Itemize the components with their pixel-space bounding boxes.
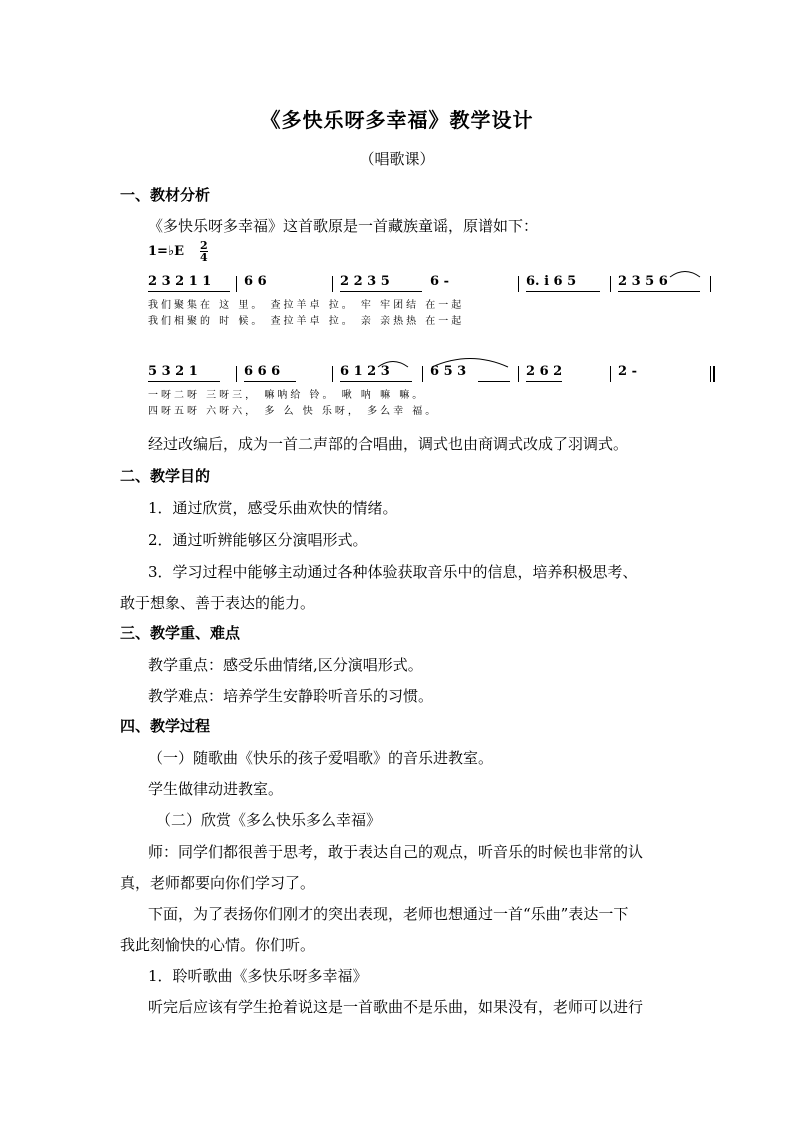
score-measure: 5 3 2 1: [148, 364, 198, 379]
beam: [478, 381, 510, 382]
paragraph: 《多快乐呀多幸福》这首歌原是一首藏族童谣，原谱如下：: [148, 217, 539, 235]
list-item: 3．学习过程中能够主动通过各种体验获取音乐中的信息，培养积极思考、: [148, 563, 638, 581]
beam: [340, 381, 412, 382]
document-title: 《多快乐呀多幸福》教学设计: [260, 108, 534, 132]
meter-bottom: 4: [200, 251, 208, 264]
barline: [332, 276, 333, 292]
beam: [148, 381, 220, 382]
section-heading-4: 四、教学过程: [120, 717, 211, 735]
score-measure: 6 6 6: [244, 364, 281, 379]
slur: [668, 268, 702, 278]
barline: [518, 276, 519, 292]
paragraph: 教学难点：培养学生安静聆听音乐的习惯。: [148, 687, 434, 705]
barline: [236, 276, 237, 292]
score-measure: 6 6: [244, 274, 267, 289]
beam: [148, 291, 230, 292]
meter-top: 2: [200, 239, 208, 252]
barline: [518, 366, 519, 382]
beam: [618, 291, 700, 292]
final-barline: [713, 366, 715, 382]
score-key: 1=♭E: [148, 244, 184, 259]
score-measure: 2 -: [618, 364, 637, 379]
score-lyric: 我们相聚的 时 候。 查拉羊卓 拉。 亲 亲热热 在一起: [148, 316, 465, 327]
score-measure: 2 3 5 6: [618, 274, 668, 289]
score-measure: 2 3 2 1 1: [148, 274, 212, 289]
score-line-1: [148, 274, 718, 334]
subsection-heading: （一）随歌曲《快乐的孩子爱唱歌》的音乐进教室。: [148, 749, 494, 767]
score-measure: 2 2 3 5: [340, 274, 390, 289]
slur: [430, 354, 510, 368]
score-measure: 6 -: [430, 274, 449, 289]
beam: [526, 381, 562, 382]
barline: [710, 276, 711, 292]
paragraph: 经过改编后，成为一首二声部的合唱曲，调式也由商调式改成了羽调式。: [148, 435, 629, 453]
beam: [340, 291, 422, 292]
beam: [526, 291, 600, 292]
paragraph: 师：同学们都很善于思考，敢于表达自己的观点，听音乐的时候也非常的认: [148, 843, 644, 861]
barline: [710, 366, 711, 382]
subsection-heading: （二）欣赏《多么快乐多么幸福》: [156, 811, 382, 829]
list-item: 1．通过欣赏，感受乐曲欢快的情绪。: [148, 499, 398, 517]
barline: [236, 366, 237, 382]
paragraph: 听完后应该有学生抢着说这是一首歌曲不是乐曲，如果没有，老师可以进行: [148, 998, 644, 1016]
paragraph: 教学重点：感受乐曲情绪,区分演唱形式。: [148, 656, 423, 674]
barline: [422, 366, 423, 382]
step-heading: 1．聆听歌曲《多快乐呀多幸福》: [148, 967, 368, 985]
document-subtitle: （唱歌课）: [359, 150, 435, 168]
list-item: 2．通过听辨能够区分演唱形式。: [148, 531, 368, 549]
score-lyric: 我们聚集在 这 里。 查拉羊卓 拉。 牢 牢团结 在一起: [148, 300, 465, 311]
paragraph-continued: 我此刻愉快的心情。你们听。: [120, 936, 316, 954]
score-measure: 6. i 6 5: [526, 274, 577, 289]
paragraph-continued: 真，老师都要向你们学习了。: [120, 874, 316, 892]
score-measure: 6 5 3: [430, 364, 467, 379]
score-line-2: [148, 364, 718, 424]
barline: [610, 276, 611, 292]
slur: [376, 358, 410, 368]
score-measure: 6 1 2 3: [340, 364, 390, 379]
barline: [332, 366, 333, 382]
score-measure: 2 6 2: [526, 364, 563, 379]
score-meter: [200, 240, 208, 263]
score-lyric: 一呀二呀 三呀三， 嘛呐给 铃。 啾 呐 嘛 嘛。: [148, 390, 426, 401]
score-lyric: 四呀五呀 六呀六， 多 么 快 乐呀， 多么幸 福。: [148, 406, 439, 417]
paragraph: 学生做律动进教室。: [148, 780, 284, 798]
section-heading-1: 一、教材分析: [120, 186, 211, 204]
beam: [244, 381, 296, 382]
paragraph: 下面，为了表扬你们刚才的突出表现，老师也想通过一首“乐曲”表达一下: [148, 905, 629, 923]
list-item-continued: 敢于想象、善于表达的能力。: [120, 594, 316, 612]
section-heading-3: 三、教学重、难点: [120, 624, 241, 642]
section-heading-2: 二、教学目的: [120, 467, 211, 485]
barline: [610, 366, 611, 382]
